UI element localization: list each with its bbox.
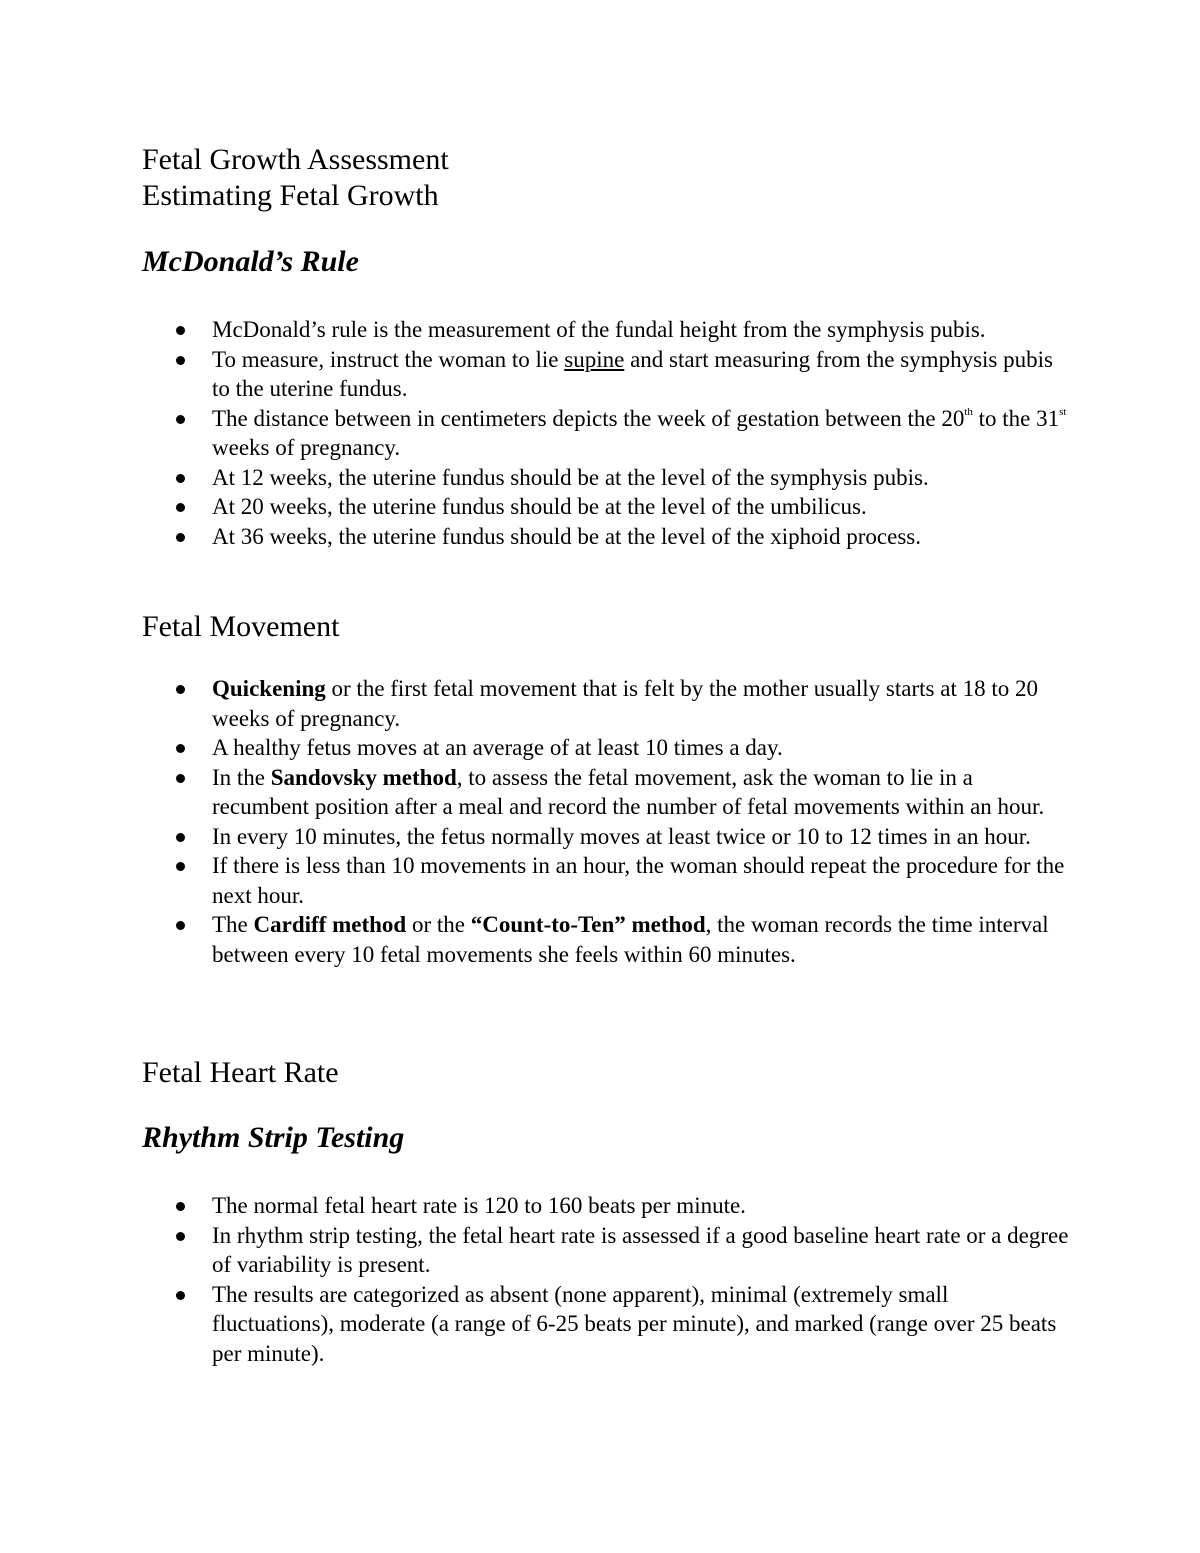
list-item: A healthy fetus moves at an average of at least 10 times a day. <box>142 733 1072 763</box>
list-item: The normal fetal heart rate is 120 to 160 beats per minute. <box>142 1191 1072 1221</box>
mcdonald-heading: McDonald’s Rule <box>142 245 359 278</box>
movement-heading: Fetal Movement <box>142 610 340 643</box>
list-item: In rhythm strip testing, the fetal heart rate is assessed if a good baseline heart rate or a degree of variability is present. <box>142 1221 1072 1280</box>
rhythm-strip-heading: Rhythm Strip Testing <box>142 1121 405 1154</box>
list-item: At 36 weeks, the uterine fundus should be at the level of the xiphoid process. <box>142 522 1072 552</box>
list-item: At 12 weeks, the uterine fundus should be at the level of the symphysis pubis. <box>142 463 1072 493</box>
list-item: Quickening or the first fetal movement that is felt by the mother usually starts at 18 to 20 weeks of pregnancy. <box>142 674 1072 733</box>
document-subtitle: Estimating Fetal Growth <box>142 179 439 212</box>
list-item: The distance between in centimeters depicts the week of gestation between the 20th to the 31st weeks of pregnancy. <box>142 404 1072 463</box>
supine-link[interactable]: supine <box>564 346 625 372</box>
heart-rate-list <box>142 1191 1072 1368</box>
heart-rate-heading: Fetal Heart Rate <box>142 1056 339 1089</box>
movement-list <box>142 674 1072 969</box>
list-item: If there is less than 10 movements in an hour, the woman should repeat the procedure for the next hour. <box>142 851 1072 910</box>
list-item: McDonald’s rule is the measurement of the fundal height from the symphysis pubis. <box>142 315 1072 345</box>
document-title: Fetal Growth Assessment <box>142 143 449 176</box>
list-item: The Cardiff method or the “Count-to-Ten” method, the woman records the time interval between every 10 fetal movements she feels within 60 minutes. <box>142 910 1072 969</box>
mcdonald-list <box>142 315 1072 551</box>
list-item: The results are categorized as absent (none apparent), minimal (extremely small fluctuations), moderate (a range of 6-25 beats per minute), and marked (range over 25 beats per minute). <box>142 1280 1072 1369</box>
list-item: To measure, instruct the woman to lie supine and start measuring from the symphysis pubis to the uterine fundus. <box>142 345 1072 404</box>
list-item: In every 10 minutes, the fetus normally moves at least twice or 10 to 12 times in an hour. <box>142 822 1072 852</box>
list-item: At 20 weeks, the uterine fundus should be at the level of the umbilicus. <box>142 492 1072 522</box>
list-item: In the Sandovsky method, to assess the fetal movement, ask the woman to lie in a recumbent position after a meal and record the number of fetal movements within an hour. <box>142 763 1072 822</box>
